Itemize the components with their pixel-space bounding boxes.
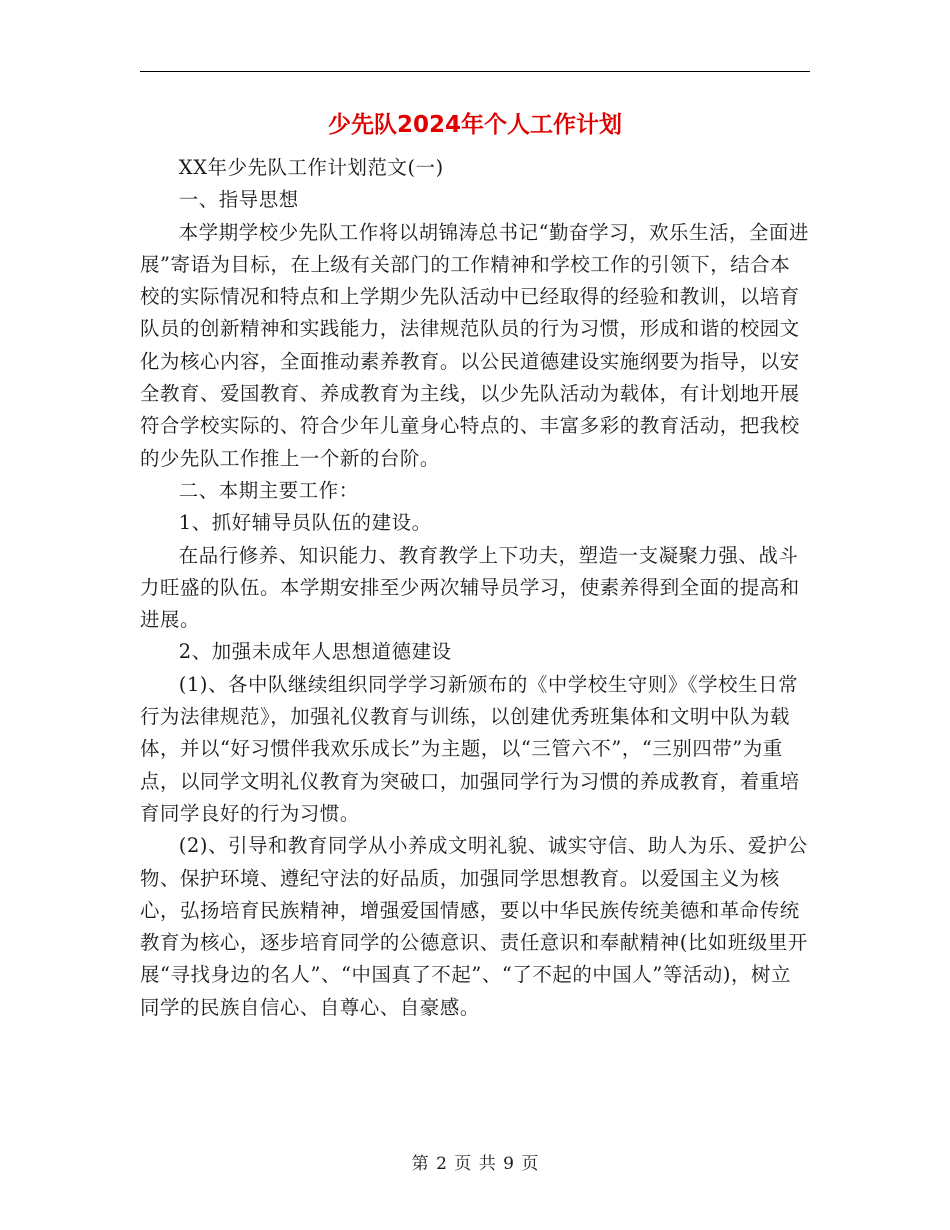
document-title: 少先队2024年个人工作计划 <box>327 112 622 138</box>
item-2-sub-2: (2)、引导和教育同学从小养成文明礼貌、诚实守信、助人为乐、爱护公物、保护环境、遵纪守法的好品质，加强同学思想教育。以爱国主义为核心，弘扬培育民族精神，增强爱国情感，要以中华民族传统美德和革命传统教育为核心，逐步培育同学的公德意识、责任意识和奉献精神(比如班级里开展“寻找身边的名人”、“中国真了不起”、“了不起的中国人”等活动)，树立同学的民族自信心、自尊心、自豪感。 <box>140 834 808 1019</box>
item-2-heading: 2、加强未成年人思想道德建设 <box>178 640 452 664</box>
item-2-sub-1: (1)、各中队继续组织同学学习新颁布的《中学校生守则》《学校生日常行为法律规范》，加强礼仪教育与训练，以创建优秀班集体和文明中队为载体，并以“好习惯伴我欢乐成长”为主题，以“三管六不”，“三别四带”为重点，以同学文明礼仪教育为突破口，加强同学行为习惯的养成教育，着重培育同学良好的行为习惯。 <box>140 672 800 825</box>
item-1-heading: 1、抓好辅导员队伍的建设。 <box>178 511 432 535</box>
heading-guiding-ideology: 一、指导思想 <box>178 188 299 212</box>
header-rule <box>140 71 810 72</box>
paragraph-guiding-ideology: 本学期学校少先队工作将以胡锦涛总书记“勤奋学习，欢乐生活，全面进展”寄语为目标，在上级有关部门的工作精神和学校工作的引领下，结合本校的实际情况和特点和上学期少先队活动中已经取得的经验和教训，以培育队员的创新精神和实践能力，法律规范队员的行为习惯，形成和谐的校园文化为核心内容，全面推动素养教育。以公民道德建设实施纲要为指导，以安全教育、爱国教育、养成教育为主线，以少先队活动为载体，有计划地开展符合学校实际的、符合少年儿童身心特点的、丰富多彩的教育活动，把我校的少先队工作推上一个新的台阶。 <box>140 220 810 470</box>
document-body <box>140 152 810 1024</box>
heading-main-work: 二、本期主要工作： <box>178 478 359 502</box>
page-number-footer: 第 2 页 共 9 页 <box>411 1154 539 1174</box>
item-1-paragraph: 在品行修养、知识能力、教育教学上下功夫，塑造一支凝聚力强、战斗力旺盛的队伍。本学期安排至少两次辅导员学习，使素养得到全面的提高和进展。 <box>140 543 800 632</box>
subtitle: XX年少先队工作计划范文(一) <box>178 156 444 179</box>
